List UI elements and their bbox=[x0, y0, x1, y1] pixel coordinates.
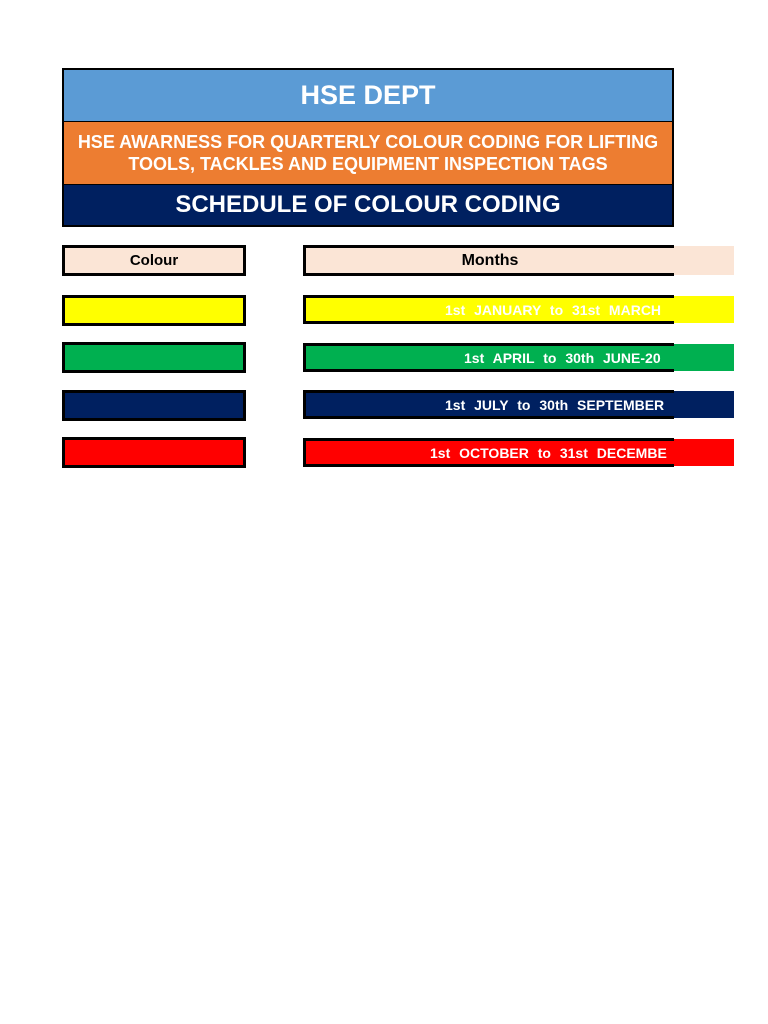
colour-swatch-q4 bbox=[62, 437, 246, 468]
months-text-q3: 1st JULY to 30th SEPTEMBER bbox=[445, 396, 665, 413]
subtitle-line-2: TOOLS, TACKLES AND EQUIPMENT INSPECTION TAGS bbox=[128, 154, 608, 174]
months-cell-q4 bbox=[303, 438, 674, 467]
subtitle-line-1: HSE AWARNESS FOR QUARTERLY COLOUR CODING FOR LIFTING bbox=[77, 132, 659, 152]
months-text-q4: 1st OCTOBER to 31st DECEMBE bbox=[430, 444, 667, 461]
months-header-overflow bbox=[674, 246, 734, 275]
months-column-header: Months bbox=[303, 245, 674, 276]
months-overflow-q2 bbox=[674, 344, 734, 371]
months-cell-q1 bbox=[303, 295, 674, 324]
months-overflow-q4 bbox=[674, 439, 734, 466]
colour-swatch-q2 bbox=[62, 342, 246, 373]
months-overflow-q3 bbox=[674, 391, 734, 418]
months-cell-q3 bbox=[303, 390, 674, 419]
months-text-q2: 1st APRIL to 30th JUNE-20 bbox=[464, 349, 661, 366]
schedule-title: SCHEDULE OF COLOUR CODING bbox=[62, 184, 674, 227]
colour-column-header: Colour bbox=[62, 245, 246, 276]
months-overflow-q1 bbox=[674, 296, 734, 323]
months-cell-q2 bbox=[303, 343, 674, 372]
page-subtitle bbox=[62, 121, 674, 184]
colour-swatch-q3 bbox=[62, 390, 246, 421]
page-title: HSE DEPT bbox=[62, 68, 674, 121]
months-text-q1: 1st JANUARY to 31st MARCH bbox=[445, 301, 662, 318]
colour-swatch-q1 bbox=[62, 295, 246, 326]
